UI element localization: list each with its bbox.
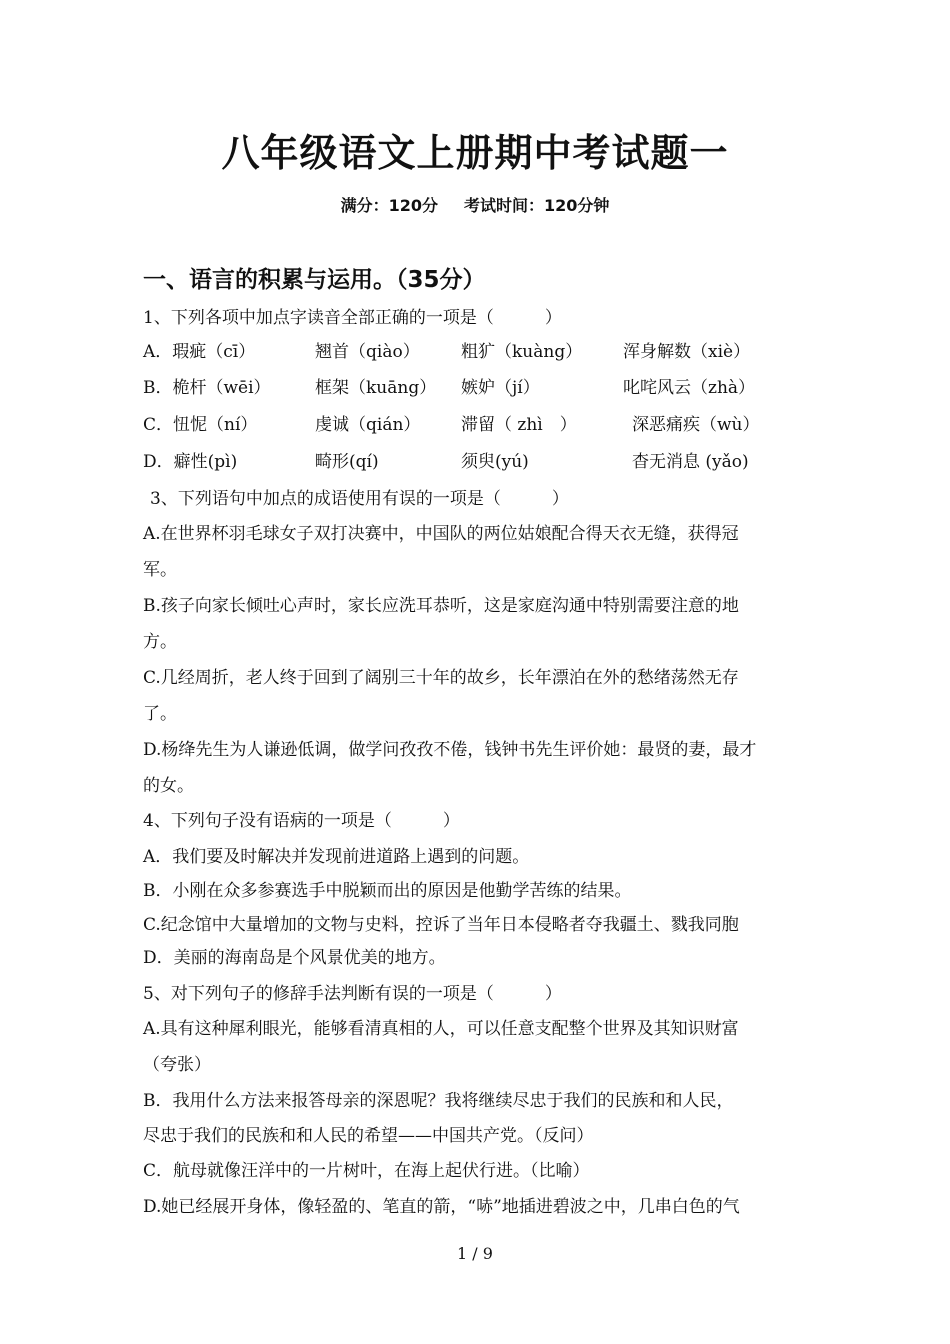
question-5-line: （夸张） — [143, 1055, 211, 1075]
option-item: 滞留（ zhì ） — [461, 415, 577, 435]
option-item: 杳无消息 (yǎo) — [632, 452, 749, 472]
option-item: C．忸怩（ní） — [143, 415, 258, 435]
question-5-line: D.她已经展开身体，像轻盈的、笔直的箭，“哧”地插进碧波之中，几串白色的气 — [143, 1197, 740, 1217]
option-item: 须臾(yú) — [461, 452, 529, 472]
question-3-line: 方。 — [143, 632, 177, 652]
question-3-line: 军。 — [143, 560, 177, 580]
option-item: 深恶痛疾（wù） — [632, 415, 760, 435]
question-5-line: C．航母就像汪洋中的一片树叶，在海上起伏行进。（比喻） — [143, 1161, 590, 1181]
full-score: 满分：120分 — [340, 196, 438, 215]
option-item: D．癖性(pì) — [143, 452, 238, 472]
question-4-line: D．美丽的海南岛是个风景优美的地方。 — [143, 948, 446, 968]
option-item: 嫉妒（jí） — [461, 378, 540, 398]
option-item: 粗犷（kuàng） — [461, 342, 583, 362]
question-5-stem: 5、对下列句子的修辞手法判断有误的一项是（ ） — [143, 984, 562, 1004]
exam-meta — [0, 193, 950, 216]
option-item: 翘首（qiào） — [315, 342, 420, 362]
question-5-line: A.具有这种犀利眼光，能够看清真相的人，可以任意支配整个世界及其知识财富 — [143, 1019, 739, 1039]
question-1-stem: 1、下列各项中加点字读音全部正确的一项是（ ） — [143, 308, 562, 328]
option-item: A．瑕疵（cī） — [143, 342, 256, 362]
question-1-option-b — [143, 373, 823, 397]
option-item: B．桅杆（wēi） — [143, 378, 271, 398]
option-item: 畸形(qí) — [315, 452, 379, 472]
section-heading: 一、语言的积累与运用。（35分） — [143, 267, 486, 293]
question-1-option-a — [143, 337, 823, 361]
question-3-line: 的女。 — [143, 776, 194, 796]
question-3-line: B.孩子向家长倾吐心声时，家长应洗耳恭听，这是家庭沟通中特别需要注意的地 — [143, 596, 739, 616]
question-4-line: A．我们要及时解决并发现前进道路上遇到的问题。 — [143, 847, 530, 867]
option-item: 浑身解数（xiè） — [623, 342, 751, 362]
option-item: 虔诚（qián） — [315, 415, 421, 435]
exam-title: 八年级语文上册期中考试题一 — [221, 131, 729, 175]
question-3-line: C.几经周折，老人终于回到了阔别三十年的故乡，长年漂泊在外的愁绪荡然无存 — [143, 668, 739, 688]
question-3-line: 了。 — [143, 704, 177, 724]
option-item: 框架（kuāng） — [315, 378, 437, 398]
question-1-option-c — [143, 410, 823, 434]
page-number: 1 / 9 — [457, 1244, 493, 1263]
question-3-stem: 3、下列语句中加点的成语使用有误的一项是（ ） — [150, 489, 569, 509]
option-item: 叱咤风云（zhà） — [623, 378, 756, 398]
question-5-line: B．我用什么方法来报答母亲的深恩呢？我将继续尽忠于我们的民族和和人民， — [143, 1091, 734, 1111]
question-3-line: A.在世界杯羽毛球女子双打决赛中，中国队的两位姑娘配合得天衣无缝，获得冠 — [143, 524, 739, 544]
question-5-line: 尽忠于我们的民族和和人民的希望——中国共产党。（反问） — [143, 1126, 594, 1146]
question-3-line: D.杨绛先生为人谦逊低调，做学问孜孜不倦，钱钟书先生评价她：最贤的妻，最才 — [143, 740, 757, 760]
question-4-stem: 4、下列句子没有语病的一项是（ ） — [143, 811, 460, 831]
question-4-line: B．小刚在众多参赛选手中脱颖而出的原因是他勤学苦练的结果。 — [143, 881, 632, 901]
question-4-line: C.纪念馆中大量增加的文物与史料，控诉了当年日本侵略者夺我疆土、戮我同胞 — [143, 915, 739, 935]
question-1-option-d — [143, 447, 823, 471]
exam-time: 考试时间：120分钟 — [464, 196, 610, 215]
